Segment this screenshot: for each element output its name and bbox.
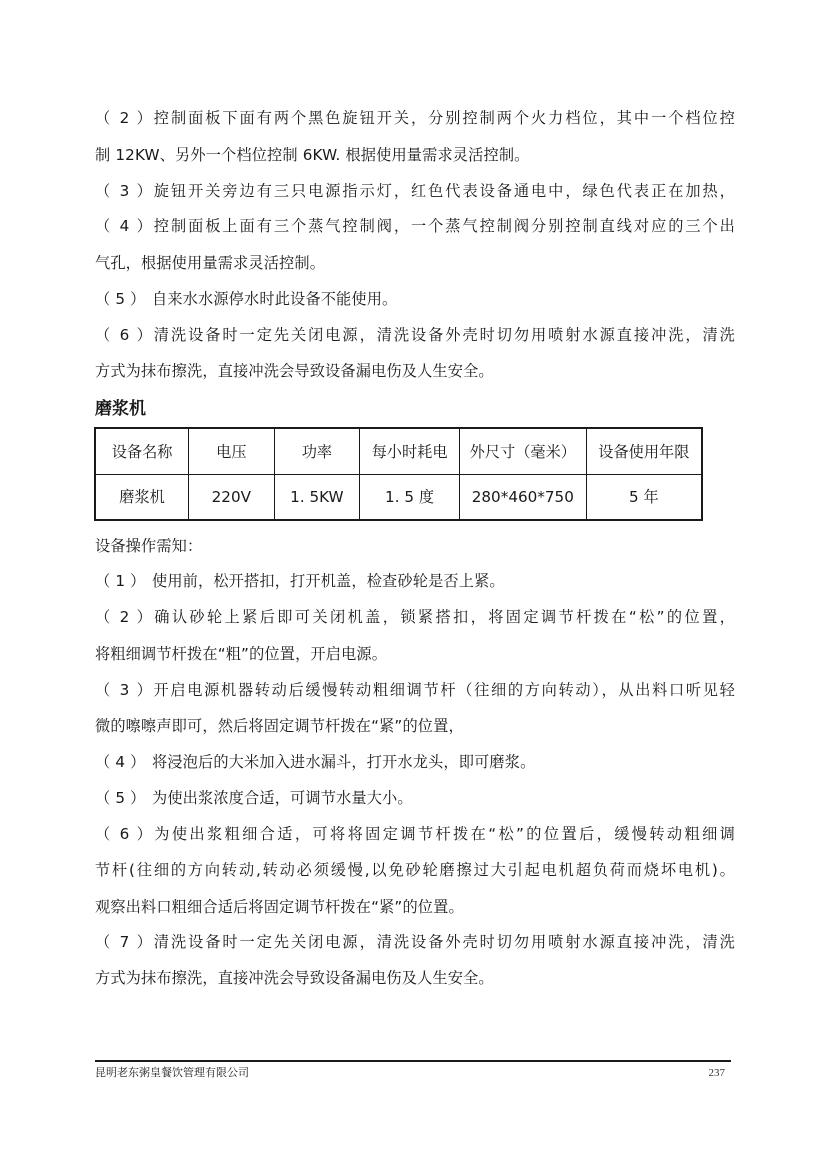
item-text: 观察出料口粗细合适后将固定调节杆拨在“紧”的位置。 <box>95 898 464 916</box>
notice-label: 设备操作需知： <box>95 537 203 555</box>
instruction-line <box>95 752 735 772</box>
item-text: 方式为抹布擦洗，直接冲洗会导致设备漏电伤及人生安全。 <box>95 969 494 987</box>
table-cell: 5 年 <box>586 474 702 520</box>
instruction-line <box>95 607 735 627</box>
instruction-line <box>95 824 735 844</box>
item-number: （ 5 ） <box>95 789 146 807</box>
instruction-line <box>95 860 735 880</box>
instruction-line <box>95 289 735 309</box>
item-number: （ 3 ） <box>95 681 152 699</box>
instruction-line <box>95 932 735 952</box>
item-text: 将浸泡后的大米加入进水漏斗，打开水龙头，即可磨浆。 <box>152 753 536 771</box>
table-header-cell: 每小时耗电 <box>360 428 460 474</box>
table-header-cell: 设备名称 <box>95 428 189 474</box>
instruction-line <box>95 145 735 165</box>
page-number: 237 <box>708 1067 725 1079</box>
item-text: 为使出浆浓度合适，可调节水量大小。 <box>152 789 413 807</box>
instruction-line <box>95 897 735 917</box>
table-header-cell: 设备使用年限 <box>586 428 702 474</box>
item-number: （ 2 ） <box>95 608 152 626</box>
item-number: （ 6 ） <box>95 825 152 843</box>
table-cell: 1. 5 度 <box>360 474 460 520</box>
table-row <box>95 474 702 520</box>
item-number: （ 1 ） <box>95 572 146 590</box>
item-text: 制 12KW、另外一个档位控制 6KW. 根据使用量需求灵活控制。 <box>95 146 530 164</box>
item-text: 将粗细调节杆拨在“粗”的位置，开启电源。 <box>95 645 388 663</box>
footer-company: 昆明老东粥皇餐饮管理有限公司 <box>95 1066 249 1079</box>
item-text: 使用前，松开搭扣，打开机盖，检查砂轮是否上紧。 <box>152 572 505 590</box>
item-number: （ 7 ） <box>95 933 152 951</box>
table-header-cell: 功率 <box>274 428 360 474</box>
instruction-line <box>95 108 735 128</box>
instruction-line <box>95 644 735 664</box>
item-text: 开启电源机器转动后缓慢转动粗细调节杆（往细的方向转动），从出料口听见轻 <box>152 681 735 699</box>
item-text: 节杆(往细的方向转动,转动必须缓慢,以免砂轮磨擦过大引起电机超负荷而烧坏电机)。 <box>95 861 735 879</box>
instruction-line <box>95 216 735 236</box>
item-text: 旋钮开关旁边有三只电源指示灯，红色代表设备通电中，绿色代表正在加热， <box>152 182 735 200</box>
item-text: 清洗设备时一定先关闭电源，清洗设备外壳时切勿用喷射水源直接冲洗，清洗 <box>152 933 735 951</box>
item-number: （ 5 ） <box>95 290 146 308</box>
item-text: 气孔，根据使用量需求灵活控制。 <box>95 254 326 272</box>
instruction-line <box>95 680 735 700</box>
item-text: 控制面板上面有三个蒸气控制阀，一个蒸气控制阀分别控制直线对应的三个出 <box>152 217 735 235</box>
instruction-line <box>95 325 735 345</box>
spec-table <box>94 427 703 521</box>
table-cell: 磨浆机 <box>95 474 189 520</box>
table-header-cell: 外尺寸（毫米） <box>459 428 586 474</box>
instruction-line <box>95 253 735 273</box>
footer-rule <box>95 1060 731 1062</box>
table-header-cell: 电压 <box>189 428 274 474</box>
instruction-line <box>95 968 735 988</box>
item-text: 确认砂轮上紧后即可关闭机盖，锁紧搭扣，将固定调节杆拨在“松”的位置， <box>152 608 735 626</box>
table-cell: 220V <box>189 474 274 520</box>
item-number: （ 2 ） <box>95 109 152 127</box>
item-text: 方式为抹布擦洗，直接冲洗会导致设备漏电伤及人生安全。 <box>95 362 494 380</box>
item-number: （ 3 ） <box>95 182 152 200</box>
table-cell: 1. 5KW <box>274 474 360 520</box>
table-cell: 280*460*750 <box>459 474 586 520</box>
item-text: 为使出浆粗细合适，可将将固定调节杆拨在“松”的位置后，缓慢转动粗细调 <box>152 825 735 843</box>
item-text: 控制面板下面有两个黑色旋钮开关，分别控制两个火力档位，其中一个档位控 <box>152 109 735 127</box>
item-number: （ 4 ） <box>95 217 152 235</box>
instruction-line <box>95 788 735 808</box>
item-text: 清洗设备时一定先关闭电源，清洗设备外壳时切勿用喷射水源直接冲洗，清洗 <box>152 326 735 344</box>
item-text: 自来水水源停水时此设备不能使用。 <box>152 290 398 308</box>
table-header-row <box>95 428 702 474</box>
instruction-line <box>95 716 735 736</box>
item-number: （ 4 ） <box>95 753 146 771</box>
section-title: 磨浆机 <box>95 399 146 419</box>
instruction-line <box>95 181 735 201</box>
instruction-line <box>95 361 735 381</box>
item-text: 微的嚓嚓声即可，然后将固定调节杆拨在“紧”的位置， <box>95 717 464 735</box>
item-number: （ 6 ） <box>95 326 152 344</box>
instruction-line <box>95 571 735 591</box>
